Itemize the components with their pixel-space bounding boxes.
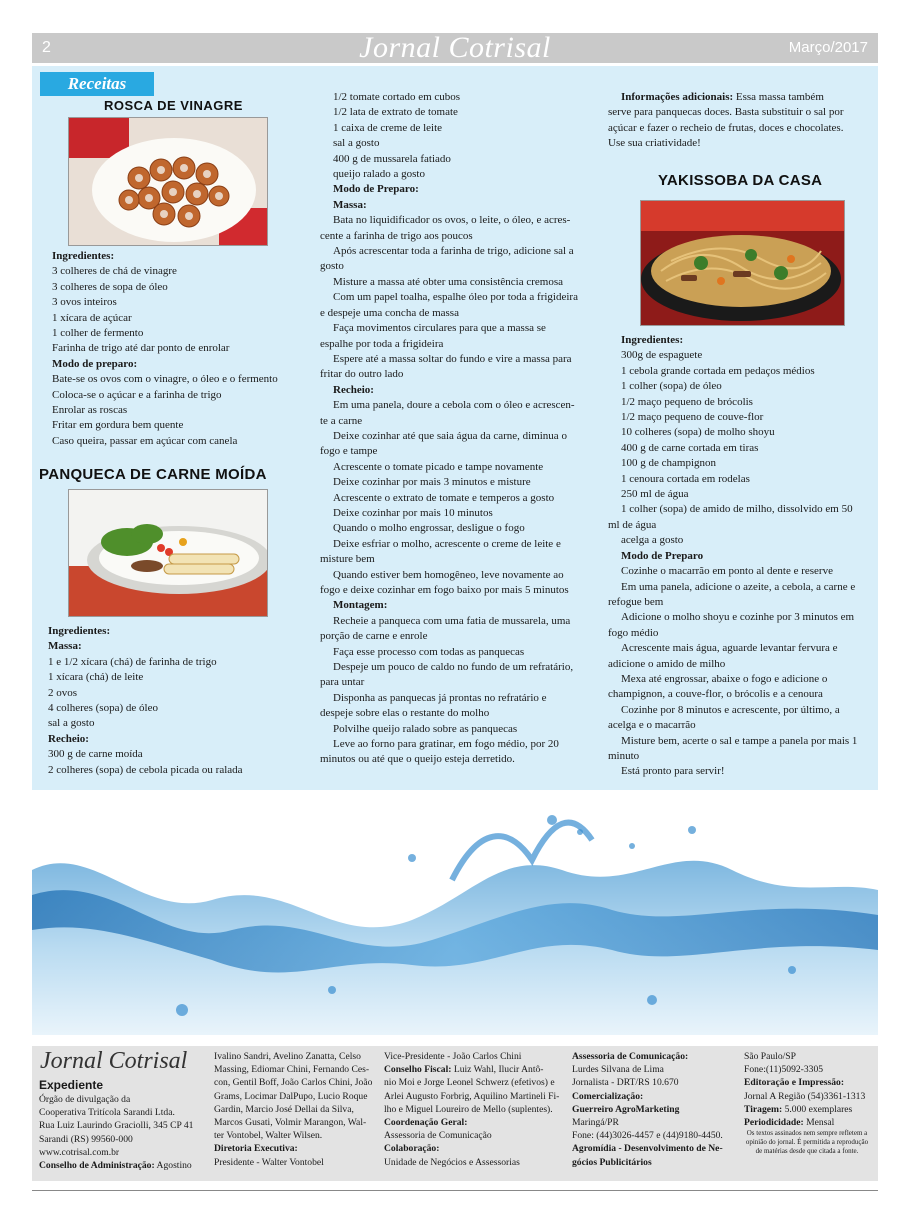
panqueca-info [608, 90, 870, 152]
conselho-admin-label: Conselho de Administração: [39, 1160, 155, 1172]
disclaimer-note [744, 1129, 870, 1156]
footer-link[interactable]: www.cotrisal.com.br [39, 1146, 120, 1158]
footer-line: Vice-Presidente - João Carlos Chini [384, 1051, 522, 1062]
yakissoba-line: acelga e o macarrão [608, 719, 696, 732]
rosca-line: 3 ovos inteiros [52, 296, 117, 309]
panqueca-line: fogo e tampe [320, 445, 378, 458]
panqueca-recheio-subheading: Recheio: [333, 383, 374, 396]
panqueca-line: despeje sobre elas o restante do molho [320, 707, 490, 720]
panqueca-line: sal a gosto [333, 137, 380, 150]
panqueca-line: Acrescente o tomate picado e tampe novamente [333, 460, 544, 473]
footer-line: Jornal A Região (54)3361-1313 [744, 1090, 866, 1102]
panqueca-line: Faça esse processo com todas as panquecas [333, 645, 525, 658]
page-number: 2 [42, 39, 51, 56]
yakissoba-line: Acrescente mais água, aguarde levantar fervura e [621, 642, 838, 655]
footer-line: Maringá/PR [572, 1117, 619, 1129]
footer-line: Sarandi (RS) 99560-000 [39, 1133, 133, 1145]
footer-line: Arlei Augusto Forbrig, Aquilino Martineli Fi- [384, 1090, 560, 1102]
panqueca-line: 1 caixa de creme de leite [333, 121, 443, 134]
info-line: açúcar e fazer o recheio de frutas, doces e chocolates. [608, 121, 844, 134]
footer-line: lho e Miguel Loureiro de Mello (suplentes). [384, 1103, 553, 1115]
panqueca-line: Em uma panela, doure a cebola com o óleo e acrescen- [333, 399, 575, 412]
info-line: serve para panquecas doces. Basta substituir o sal por [608, 106, 844, 119]
panqueca-line: Deixe cozinhar até que saia água da carne, diminua o [333, 429, 567, 442]
panqueca-line: Deixe cozinhar por mais 10 minutos [333, 506, 493, 519]
panqueca-line: e despeje uma concha de massa [320, 306, 459, 319]
yakissoba-line: Adicione o molho shoyu e cozinhe por 3 minutos em [621, 611, 855, 624]
panqueca-line: sal a gosto [48, 717, 95, 730]
bottom-rule [32, 1190, 878, 1191]
rosca-photo [68, 117, 268, 246]
footer-col-5 [744, 1050, 874, 1156]
footer-line: Presidente - Walter Vontobel [214, 1156, 324, 1168]
panqueca-line: 1/2 tomate cortado em cubos [333, 91, 461, 103]
yakissoba-line: champignon, a couve-flor, o brócolis e a cenoura [608, 688, 823, 701]
panqueca-method-heading: Modo de Preparo: [333, 183, 419, 196]
rosca-ingredients-heading: Ingredientes: [52, 250, 115, 262]
newspaper-title: Jornal Cotrisal [359, 31, 551, 64]
yakissoba-line: Misture bem, acerte o sal e tampe a panela por mais 1 [621, 734, 858, 747]
yakissoba-line: adicione o amido de milho [608, 657, 726, 670]
water-splash-image [32, 800, 878, 1035]
footer-line: São Paulo/SP [744, 1051, 796, 1062]
panqueca-col2 [320, 90, 590, 768]
footer-line: Unidade de Negócios e Assessorias [384, 1156, 520, 1168]
panqueca-line: Recheie a panqueca com uma fatia de mussarela, uma [333, 614, 571, 627]
panqueca-line: porção de carne e enrole [320, 630, 428, 643]
footer-line: Massing, Ediomar Chini, Fernando Ces- [214, 1064, 370, 1076]
yakissoba-line: minuto [608, 749, 640, 762]
yakissoba-line: Em uma panela, adicione o azeite, a cebola, a carne e [621, 580, 856, 593]
panqueca-line: Quando o molho engrossar, desligue o fogo [333, 522, 525, 535]
panqueca-line: 300 g de carne moída [48, 748, 143, 761]
panqueca-massa-heading: Massa: [48, 640, 82, 653]
footer-line: con, Gentil Boff, João Carlos Chini, João [214, 1077, 373, 1089]
panqueca-recheio-heading: Recheio: [48, 732, 89, 745]
yakissoba-line: 1 colher (sopa) de amido de milho, dissolvido em 50 [621, 503, 853, 516]
footer-col-2 [214, 1050, 380, 1169]
yakissoba-line: 100 g de champignon [621, 457, 717, 470]
panqueca-line: Com um papel toalha, espalhe óleo por toda a frigideira [333, 291, 578, 304]
panqueca-line: espalhe por toda a frigideira [320, 337, 444, 350]
footer-line: nio Moi e Jorge Leonel Schwerz (efetivos) e [384, 1077, 555, 1089]
footer-col-4 [572, 1050, 740, 1169]
panqueca-line: 1 e 1/2 xícara (chá) de farinha de trigo [48, 655, 217, 668]
comercializacao-label: Comercialização: [572, 1090, 644, 1102]
panqueca-line: 2 colheres (sopa) de cebola picada ou ralada [48, 763, 243, 776]
panqueca-massa-subheading: Massa: [333, 198, 367, 211]
footer-line: Fone:(11)5092-3305 [744, 1064, 824, 1076]
rosca-method-heading: Modo de preparo: [52, 357, 138, 370]
editoracao-label: Editoração e Impressão: [744, 1077, 845, 1089]
yakissoba-line: ml de água [608, 518, 657, 531]
yakissoba-line: 1/2 maço pequeno de couve-flor [621, 411, 764, 424]
coordenacao-label: Coordenação Geral: [384, 1117, 468, 1129]
issue-date: Março/2017 [788, 39, 868, 56]
footer-text: Agostino [154, 1160, 192, 1172]
footer-text: Mensal [803, 1117, 835, 1129]
yakissoba-line: 400 g de carne cortada em tiras [621, 441, 759, 454]
panqueca-line: Polvilhe queijo ralado sobre as panquecas [333, 722, 518, 735]
rosca-line: Bate-se os ovos com o vinagre, o óleo e o fermento [52, 373, 278, 386]
yakissoba-line: 1/2 maço pequeno de brócolis [621, 395, 753, 408]
footer-line: Marcos Gusati, Volmir Marangon, Wal- [214, 1117, 367, 1129]
yakissoba-line: 10 colheres (sopa) de molho shoyu [621, 426, 775, 439]
yakissoba-line: 300g de espaguete [621, 349, 703, 362]
footer-text: 5.000 exemplares [782, 1103, 853, 1115]
panqueca-line: Misture a massa até obter uma consistência cremosa [333, 275, 564, 288]
yakissoba-line: Mexa até engrossar, abaixe o fogo e adicione o [621, 672, 828, 685]
footer-line: Cooperativa Tritícola Sarandi Ltda. [39, 1107, 175, 1119]
panqueca-line: fritar do outro lado [320, 368, 404, 381]
rosca-line: Coloca-se o açúcar e a farinha de trigo [52, 388, 222, 401]
footer-col-3 [384, 1050, 568, 1169]
footer-line: Gardin, Marcio José Dellai da Silva, [214, 1103, 354, 1115]
panqueca-line: misture bem [320, 553, 375, 566]
footer-line: Rua Luiz Laurindo Graciolli, 345 CP 41 [39, 1120, 194, 1132]
conselho-fiscal-label: Conselho Fiscal: [384, 1064, 452, 1076]
panqueca-title: PANQUECA DE CARNE MOÍDA [39, 466, 267, 483]
colaboracao-label: Colaboração: [384, 1143, 440, 1155]
panqueca-line: Despeje um pouco de caldo no fundo de um refratário, [333, 661, 574, 674]
yakissoba-line: 1 colher (sopa) de óleo [621, 380, 722, 393]
rosca-line: Farinha de trigo até dar ponto de enrolar [52, 342, 230, 355]
footer-line: Guerreiro AgroMarketing [572, 1103, 680, 1115]
panqueca-line: Quando estiver bem homogêneo, leve novamente ao [333, 568, 564, 581]
yakissoba-recipe-text [608, 333, 870, 780]
assessoria-label: Assessoria de Comunicação: [572, 1051, 689, 1062]
diretoria-label: Diretoria Executiva: [214, 1143, 298, 1155]
tiragem-label: Tiragem: [744, 1103, 783, 1115]
panqueca-line: queijo ralado a gosto [333, 168, 425, 181]
panqueca-line: Faça movimentos circulares para que a massa se [333, 322, 546, 335]
panqueca-line: gosto [320, 260, 344, 273]
section-tag: Receitas [40, 72, 154, 96]
panqueca-line: 2 ovos [48, 686, 78, 699]
footer-line: Agromídia - Desenvolvimento de Ne- [572, 1143, 723, 1155]
rosca-recipe-text [52, 249, 302, 449]
note-line: de matérias desde que citada a fonte. [755, 1147, 859, 1156]
page-header [32, 33, 878, 63]
panqueca-ingredients-heading: Ingredientes: [48, 625, 111, 637]
info-label: Informações adicionais: [621, 91, 734, 103]
footer-line: gócios Publicitários [572, 1156, 652, 1168]
yakissoba-method-heading: Modo de Preparo [621, 549, 704, 562]
panqueca-line: te a carne [320, 414, 363, 427]
footer-line: Assessoria de Comunicação [384, 1130, 492, 1142]
panqueca-col1 [48, 624, 310, 778]
info-line: Use sua criatividade! [608, 137, 701, 150]
footer-text: Luiz Wahl, Ilucir Antô- [451, 1064, 544, 1076]
yakissoba-line: Cozinhe o macarrão em ponto al dente e reserve [621, 565, 833, 578]
yakissoba-photo [640, 200, 845, 326]
yakissoba-line: 1 cenoura cortada em rodelas [621, 472, 750, 485]
footer-line: Fone: (44)3026-4457 e (44)9180-4450. [572, 1130, 723, 1142]
panqueca-line: Acrescente o extrato de tomate e temperos a gosto [333, 491, 555, 504]
panqueca-line: 1/2 lata de extrato de tomate [333, 106, 458, 119]
panqueca-line: 4 colheres (sopa) de óleo [48, 702, 158, 715]
footer-line: Lurdes Silvana de Lima [572, 1064, 664, 1076]
note-line: Os textos assinados nem sempre refletem a [746, 1129, 868, 1138]
expediente-heading: Expediente [39, 1078, 104, 1092]
panqueca-line: Após acrescentar toda a farinha de trigo, adicione sal a [333, 245, 574, 258]
yakissoba-title: YAKISSOBA DA CASA [658, 172, 823, 189]
yakissoba-line: refogue bem [608, 595, 664, 608]
yakissoba-line: 250 ml de água [621, 488, 689, 501]
rosca-line: 3 colheres de chá de vinagre [52, 265, 177, 278]
footer-col-1 [39, 1093, 214, 1172]
yakissoba-line: fogo médio [608, 626, 659, 639]
panqueca-line: Leve ao forno para gratinar, em fogo médio, por 20 [333, 738, 559, 751]
footer-line: Ivalino Sandri, Avelino Zanatta, Celso [214, 1051, 361, 1062]
footer-line: Órgão de divulgação da [39, 1094, 131, 1105]
note-line: opinião do jornal. É permitida a reprodução [745, 1138, 869, 1147]
rosca-line: Caso queira, passar em açúcar com canela [52, 434, 238, 447]
footer-line: ter Vontobel, Walter Wilsen. [214, 1130, 323, 1142]
panqueca-line: para untar [320, 676, 365, 689]
panqueca-line: 1 xícara (chá) de leite [48, 671, 144, 684]
rosca-line: Fritar em gordura bem quente [52, 419, 184, 432]
panqueca-line: Bata no liquidificador os ovos, o leite, o óleo, e acres- [333, 214, 571, 227]
rosca-line: 3 colheres de sopa de óleo [52, 280, 168, 293]
rosca-line: 1 colher de fermento [52, 327, 144, 340]
info-text: Essa massa também [733, 91, 824, 103]
yakissoba-line: Cozinhe por 8 minutos e acrescente, por último, a [621, 703, 840, 716]
yakissoba-line: acelga a gosto [621, 534, 684, 547]
panqueca-line: fogo e deixe cozinhar em fogo baixo por mais 5 minutos [320, 584, 569, 596]
rosca-line: 1 xícara de açúcar [52, 311, 132, 324]
panqueca-line: cente a farinha de trigo aos poucos [320, 229, 473, 242]
panqueca-line: Deixe cozinhar por mais 3 minutos e misture [333, 476, 531, 489]
panqueca-line: 400 g de mussarela fatiado [333, 152, 451, 165]
yakissoba-line: 1 cebola grande cortada em pedaços médios [621, 364, 815, 377]
panqueca-line: Espere até a massa soltar do fundo e vire a massa para [333, 352, 572, 365]
rosca-title: ROSCA DE VINAGRE [104, 98, 243, 113]
panqueca-line: minutos ou até que o queijo esteja derretido. [320, 753, 515, 766]
yakissoba-line: Está pronto para servir! [621, 765, 725, 778]
panqueca-line: Disponha as panquecas já prontas no refratário e [333, 691, 547, 704]
yakissoba-ingredients-heading: Ingredientes: [621, 334, 684, 346]
footer-line: Grams, Locimar DalPupo, Lucio Roque [214, 1090, 368, 1102]
footer-logo: Jornal Cotrisal [40, 1048, 188, 1074]
panqueca-photo [68, 489, 268, 617]
footer-line: Jornalista - DRT/RS 10.670 [572, 1077, 679, 1089]
periodicidade-label: Periodicidade: [744, 1117, 804, 1129]
rosca-line: Enrolar as roscas [52, 404, 128, 417]
panqueca-line: Deixe esfriar o molho, acrescente o creme de leite e [333, 537, 561, 550]
panqueca-montagem-heading: Montagem: [333, 599, 388, 612]
